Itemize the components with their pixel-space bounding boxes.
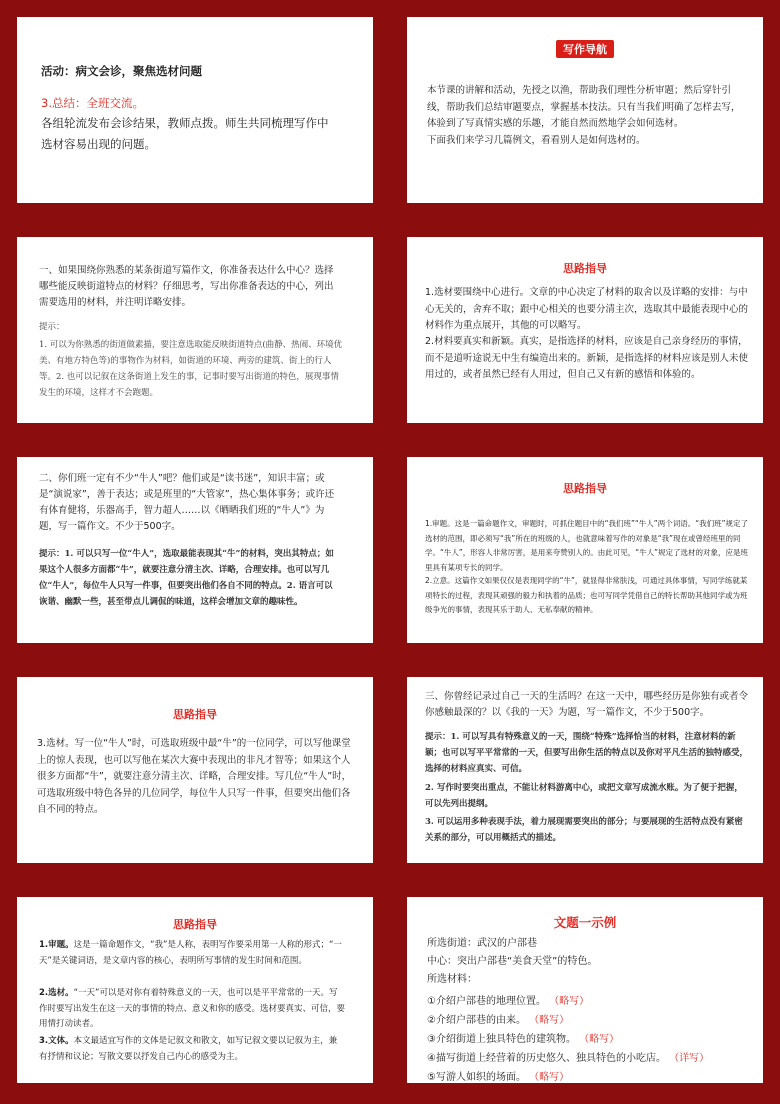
topic-three-tip-1: 提示：1. 可以写具有特殊意义的一天，围绕“特殊”选择恰当的材料，注意材料的新颖；也可以写平平常常的一天，但要写出你生活的特点以及你对平凡生活的独特感受，选择的材料应真实、可信。 [425,732,749,774]
thinking-guide-title: 思路指导 [563,482,607,495]
material-item-text: ③介绍街道上独具特色的建筑物。 [427,1034,576,1045]
detail-tag: （略写） [579,1034,620,1045]
tip-label: 提示： [39,322,65,332]
guide-review: 1.审题。这是一篇命题作文，审题时，可抓住题目中的“我们班”“牛人”两个词语。“我们班”规定了选材的范围，即必须写“我”所在的班级的人，也就意味着写作的对象是“我”现在或曾经班里的同学。“牛人”，形容人非常厉害，是用来夸赞别人的。由此可见，“牛人”规定了选材的对象，应是班里具有某项专长的同学。 [425,519,749,572]
material-item [427,1068,569,1083]
activity-title: 活动：病文会诊，聚焦选材问题 [41,64,202,78]
material-item [427,1011,569,1026]
slide-thinking-guide-1 [407,237,763,423]
selected-street: 所选街道：武汉的户部巷 [427,938,537,949]
material-item-text: ②介绍户部巷的由来。 [427,1015,526,1026]
slide-thinking-guide-3 [17,677,373,863]
materials-label: 所选材料： [427,974,477,985]
example-center: 中心：突出户部巷“美食天堂”的特色。 [427,956,598,967]
topic-three-prompt: 三、你曾经记录过自己一天的生活吗？在这一天中，哪些经历是你独有或者令你感触最深的？以《我的一天》为题，写一篇作文，不少于500字。 [425,691,749,718]
material-item [427,992,589,1007]
material-text: “一天”可以是对你有着特殊意义的一天，也可以是平平常常的一天。写作时要写出发生在这一天的事情的特点、意义和你的感受。选材要真实、可信，要用情打动读者。 [39,988,346,1029]
guide-item-genre [39,1034,345,1065]
topic-three-tip-3: 3. 可以运用多种表现手法，着力展现需要突出的部分；与要展现的生活特点没有紧密关系的部分，可以用概括式的描述。 [425,817,743,843]
thinking-guide-title: 思路指导 [563,262,607,275]
detail-tag: （略写） [529,1072,570,1083]
thinking-guide-title: 思路指导 [173,708,217,721]
detail-tag: （略写） [529,1015,570,1026]
material-label: 2.选材。 [39,988,74,998]
topic-two-prompt: 二、你们班一定有不少“牛人”吧？他们或是“读书迷”，知识丰富；或是“演说家”，善于表达；或是班里的“大管家”，热心集体事务；或许还有体育健将，乐器高手，智力超人……以《晒晒我们班的“牛人”》为题，写一篇作文。不少于500字。 [39,473,335,532]
material-item [427,1049,709,1064]
genre-label: 3.文体。 [39,1036,74,1046]
summary-body: 各组轮流发布会诊结果，教师点拨。师生共同梳理写作中选材容易出现的问题。 [41,116,329,151]
topic-two-tip: 提示：1. 可以只写一位“牛人”，选取最能表现其“牛”的材料，突出其特点；如果这个人很多方面都“牛”，就要注意分清主次、详略，合理安排。也可以写几位“牛人”，每位牛人只写一件事，但要突出他们各自不同的特点。2. 语言可以诙谐、幽默一些，甚至带点儿调侃的味道，这样会增加文章的趣味性。 [39,549,334,607]
guide-theme: 2.立意。这篇作文如果仅仅是表现同学的“牛”，就显得非常肤浅，可通过具体事情，写同学练就某项特长的过程，表现其顽强的毅力和执着的品质；也可写同学凭借自己的特长帮助其他同学或为班级争光的事情，表现其乐于助人、无私奉献的精神。 [425,576,748,614]
slide-topic-two [17,457,373,643]
guide-item-material [39,986,345,1033]
genre-text: 本文最适宜写作的文体是记叙文和散文，如写记叙文要以记叙为主，兼有抒情和议论；写散文要以抒发自己内心的感受为主。 [39,1036,338,1062]
writing-guide-badge: 写作导航 [556,40,614,58]
slide-thinking-guide-4 [17,897,373,1083]
topic-one-prompt: 一、如果围绕你熟悉的某条街道写篇作文，你准备表达什么中心？选择哪些能反映街道特点的材料？仔细思考，写出你准备表达的中心，列出需要选用的材料，并注明详略安排。 [39,265,334,308]
guide-point-1: 1.选材要围绕中心进行。文章的中心决定了材料的取舍以及详略的安排：与中心无关的，舍弃不取；跟中心相关的也要分清主次，选取其中最能表现中心的材料作为重点展开，其他的可以略写。 [425,287,749,331]
material-item-text: ⑤写游人如织的场面。 [427,1072,526,1083]
guide-point-2: 2.材料要真实和新颖。真实，是指选择的材料，应该是自己亲身经历的事情，而不是道听途说无中生有编造出来的。新颖，是指选择的材料应该是别人未使用过的，或者虽然已经有人用过，但自己又有新的感悟和体验的。 [425,336,749,380]
detail-tag: （略写） [549,996,590,1007]
material-item-text: ④描写街道上经营着的历史悠久、独具特色的小吃店。 [427,1053,666,1064]
slide-thinking-guide-2 [407,457,763,643]
topic-one-tip: 1. 可以为你熟悉的街道做素描，要注意选取能反映街道特点(曲静、热闹、环境优美、有地方特色等)的事物作为材料，如街道的环境、两旁的建筑、街上的行人等。2. 也可以记叙在这条街道上发生的事，记事时要写出街道的特色，展现事情发生的环境，这样才不会跑题。 [39,340,343,398]
review-text: 这是一篇命题作文，“我”是人称，表明写作要采用第一人称的形式；“一天”是关键词语，是文章内容的核心，表明所写事情的发生时间和范围。 [39,940,342,966]
slide-activity-summary [17,17,373,203]
material-item [427,1030,619,1045]
topic-three-tip-2: 2. 写作时要突出重点，不能让材料游离中心，或把文章写成流水账。为了便于把握，可以先列出提纲。 [425,783,743,809]
review-label: 1.审题。 [39,940,74,950]
slide-writing-guide [407,17,763,203]
slide-topic-one [17,237,373,423]
example-title: 文题一示例 [553,915,617,930]
thinking-guide-title: 思路指导 [173,918,217,931]
guide-item-review [39,938,345,969]
summary-step: 3.总结：全班交流。 [41,96,144,110]
guide-next-line: 下面我们来学习几篇例文，看看别人是如何选材的。 [427,135,646,146]
detail-tag: （详写） [669,1053,710,1064]
slide-topic-three [407,677,763,863]
material-item-text: ①介绍户部巷的地理位置。 [427,996,546,1007]
slide-topic-one-example [407,897,763,1083]
guide-material: 3.选材。写一位“牛人”时，可选取班级中最“牛”的一位同学，可以写他课堂上的惊人表现，也可以写他在某次大赛中表现出的非凡才智等；如果这个人很多方面都“牛”，就要注意分清主次、详略，合理安排。写几位“牛人”时，可选取班级中特色各异的几位同学，每位牛人只写一件事，但要突出他们各自不同的特点。 [37,738,352,815]
guide-paragraph: 本节课的讲解和活动，先授之以渔，帮助我们理性分析审题；然后穿针引线，帮助我们总结审题要点，掌握基本技法。只有当我们明确了怎样去写，体验到了写真情实感的乐趣，才能自然而然地学会如何选材。 [427,85,741,129]
